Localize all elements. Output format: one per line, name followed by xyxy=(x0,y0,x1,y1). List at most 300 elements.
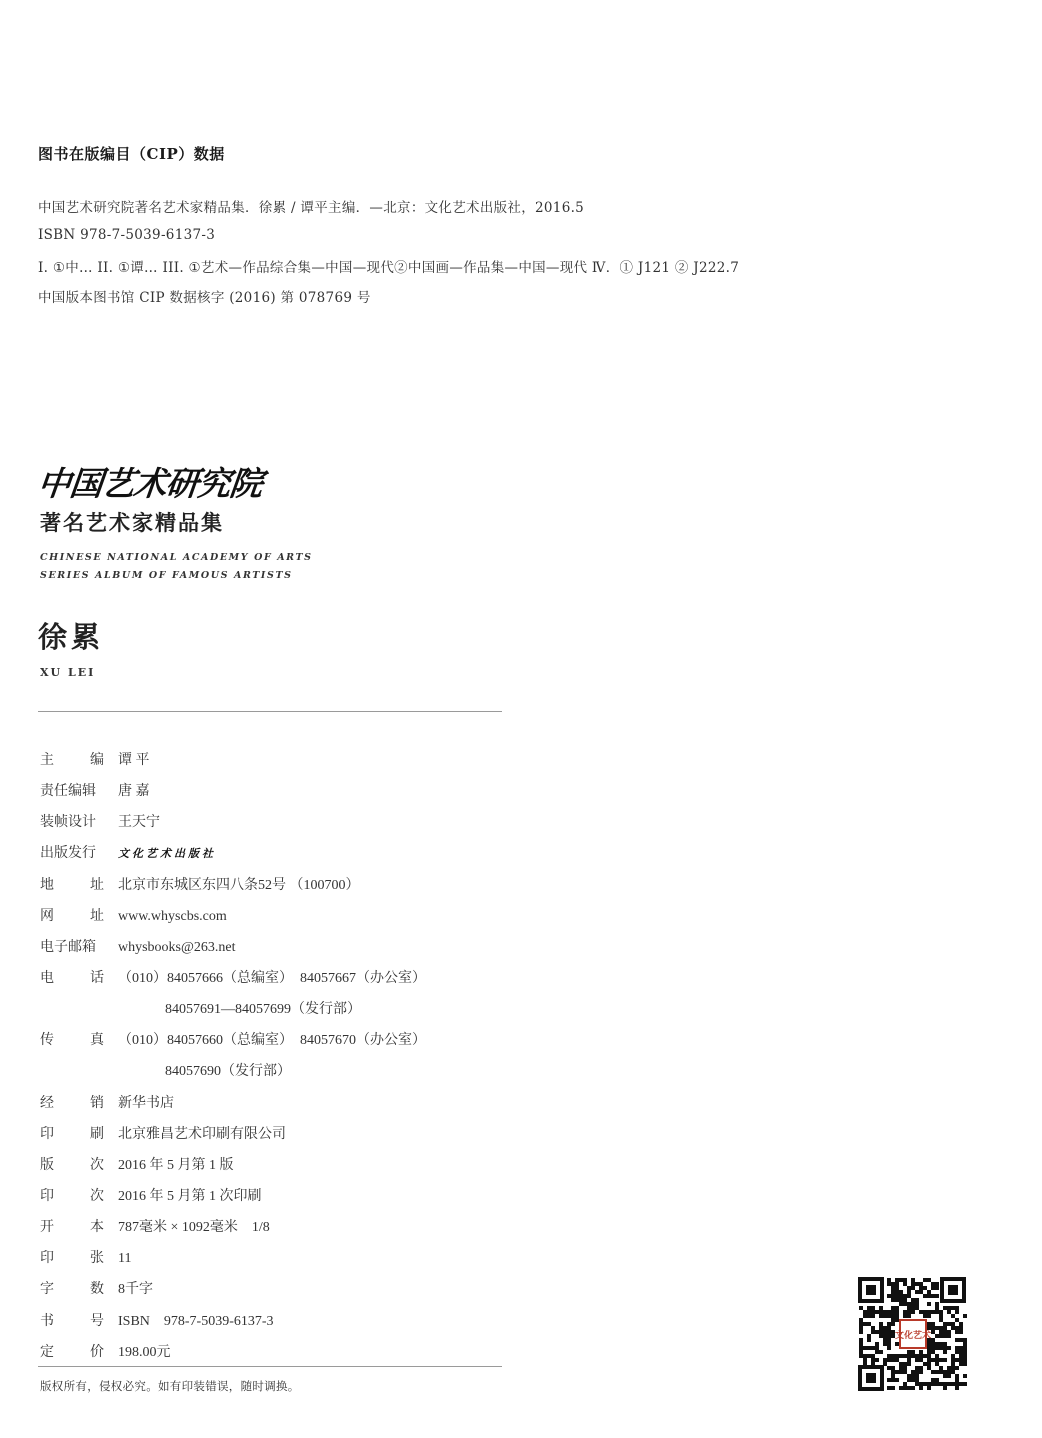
qr-module xyxy=(955,1350,959,1354)
qr-module xyxy=(867,1310,871,1314)
qr-module xyxy=(927,1382,931,1386)
qr-module xyxy=(931,1330,935,1334)
qr-module xyxy=(955,1338,959,1342)
qr-module xyxy=(935,1358,939,1362)
qr-module xyxy=(963,1342,967,1346)
qr-module xyxy=(915,1366,919,1370)
cip-line-record: 中国版本图书馆 CIP 数据核字 (2016) 第 078769 号 xyxy=(38,290,371,306)
qr-module xyxy=(951,1314,955,1318)
series-title-en-1: CHINESE NATIONAL ACADEMY OF ARTS xyxy=(40,552,313,563)
qr-module xyxy=(943,1382,947,1386)
qr-module xyxy=(899,1386,903,1390)
qr-module xyxy=(887,1314,891,1318)
qr-module xyxy=(883,1342,887,1346)
qr-module xyxy=(963,1346,967,1350)
publisher-mark: 文化艺术出版社 xyxy=(118,848,216,860)
qr-module xyxy=(927,1302,931,1306)
qr-module xyxy=(915,1358,919,1362)
qr-module xyxy=(927,1322,931,1326)
qr-module xyxy=(887,1334,891,1338)
qr-module xyxy=(931,1378,935,1382)
qr-module xyxy=(939,1366,943,1370)
qr-module xyxy=(935,1294,939,1298)
qr-module xyxy=(959,1346,963,1350)
qr-module xyxy=(919,1386,923,1390)
qr-module xyxy=(959,1350,963,1354)
qr-module xyxy=(927,1366,931,1370)
qr-module xyxy=(907,1354,911,1358)
qr-module xyxy=(903,1370,907,1374)
qr-module xyxy=(923,1362,927,1366)
qr-module xyxy=(875,1310,879,1314)
qr-module xyxy=(947,1382,951,1386)
qr-module xyxy=(887,1354,891,1358)
qr-module xyxy=(915,1374,919,1378)
qr-module xyxy=(955,1346,959,1350)
qr-module xyxy=(907,1294,911,1298)
qr-module xyxy=(891,1370,895,1374)
qr-module xyxy=(859,1306,863,1310)
qr-module xyxy=(895,1282,899,1286)
qr-module xyxy=(887,1294,891,1298)
qr-module xyxy=(935,1286,939,1290)
qr-module xyxy=(907,1358,911,1362)
qr-module xyxy=(947,1306,951,1310)
qr-module xyxy=(911,1302,915,1306)
row-words: 字 数 8千字 xyxy=(40,1281,153,1297)
qr-module xyxy=(919,1382,923,1386)
qr-module xyxy=(899,1362,903,1366)
qr-module xyxy=(919,1286,923,1290)
qr-module xyxy=(859,1322,863,1326)
qr-module xyxy=(939,1382,943,1386)
qr-module xyxy=(879,1310,883,1314)
qr-module xyxy=(879,1314,883,1318)
row-isbn: 书 号 ISBN 978-7-5039-6137-3 xyxy=(40,1313,274,1329)
qr-module xyxy=(883,1314,887,1318)
qr-module xyxy=(939,1342,943,1346)
divider-top xyxy=(38,711,502,712)
qr-module xyxy=(875,1346,879,1350)
qr-module xyxy=(911,1370,915,1374)
qr-module xyxy=(935,1354,939,1358)
qr-module xyxy=(895,1370,899,1374)
qr-module xyxy=(959,1358,963,1362)
qr-module xyxy=(879,1330,883,1334)
qr-module xyxy=(875,1330,879,1334)
row-design: 装帧设计 王天宁 xyxy=(40,814,160,830)
qr-module xyxy=(955,1310,959,1314)
qr-module xyxy=(891,1282,895,1286)
qr-module xyxy=(959,1326,963,1330)
qr-module xyxy=(887,1342,891,1346)
qr-module xyxy=(923,1354,927,1358)
qr-module xyxy=(947,1330,951,1334)
qr-module xyxy=(919,1350,923,1354)
qr-module xyxy=(927,1342,931,1346)
row-fax: 传 真 （010）84057660（总编室） 84057670（办公室） xyxy=(40,1032,426,1048)
qr-module xyxy=(931,1350,935,1354)
qr-module xyxy=(903,1386,907,1390)
qr-module xyxy=(911,1278,915,1282)
qr-module xyxy=(951,1382,955,1386)
qr-module xyxy=(963,1382,967,1386)
qr-module xyxy=(907,1378,911,1382)
qr-module xyxy=(943,1306,947,1310)
qr-module xyxy=(959,1362,963,1366)
qr-module xyxy=(955,1306,959,1310)
divider-bottom xyxy=(38,1366,502,1367)
qr-module xyxy=(863,1322,867,1326)
qr-module xyxy=(895,1354,899,1358)
qr-module xyxy=(907,1286,911,1290)
qr-module xyxy=(887,1378,891,1382)
qr-module xyxy=(895,1286,899,1290)
qr-module xyxy=(891,1314,895,1318)
qr-module xyxy=(955,1366,959,1370)
row-edition: 版 次 2016 年 5 月第 1 版 xyxy=(40,1157,234,1173)
qr-module xyxy=(863,1314,867,1318)
qr-module xyxy=(883,1310,887,1314)
qr-module xyxy=(919,1282,923,1286)
qr-module xyxy=(923,1314,927,1318)
qr-module xyxy=(879,1334,883,1338)
qr-module xyxy=(959,1354,963,1358)
qr-module xyxy=(907,1350,911,1354)
phone-continued: 84057691—84057699（发行部） xyxy=(165,1002,361,1017)
qr-module xyxy=(939,1326,943,1330)
qr-module xyxy=(915,1302,919,1306)
qr-module xyxy=(939,1318,943,1322)
row-phone: 电 话 （010）84057666（总编室） 84057667（办公室） xyxy=(40,970,426,986)
qr-module xyxy=(935,1346,939,1350)
qr-module xyxy=(931,1358,935,1362)
qr-module xyxy=(935,1334,939,1338)
qr-module xyxy=(899,1290,903,1294)
qr-module xyxy=(915,1378,919,1382)
qr-module xyxy=(891,1286,895,1290)
qr-module xyxy=(927,1346,931,1350)
qr-module xyxy=(951,1326,955,1330)
qr-module xyxy=(943,1342,947,1346)
row-responsible-editor: 责任编辑 唐 嘉 xyxy=(40,783,150,799)
qr-module xyxy=(867,1322,871,1326)
qr-module xyxy=(963,1314,967,1318)
qr-module xyxy=(883,1326,887,1330)
row-printing: 印 次 2016 年 5 月第 1 次印刷 xyxy=(40,1188,262,1204)
qr-module xyxy=(911,1350,915,1354)
qr-module xyxy=(931,1286,935,1290)
qr-module xyxy=(911,1310,915,1314)
qr-module xyxy=(883,1358,887,1362)
qr-module xyxy=(891,1294,895,1298)
qr-module xyxy=(939,1358,943,1362)
qr-module xyxy=(903,1298,907,1302)
qr-module xyxy=(875,1358,879,1362)
qr-module xyxy=(895,1378,899,1382)
qr-module xyxy=(891,1298,895,1302)
qr-module xyxy=(935,1362,939,1366)
qr-module xyxy=(951,1362,955,1366)
qr-module xyxy=(883,1338,887,1342)
qr-module xyxy=(891,1354,895,1358)
qr-module xyxy=(907,1290,911,1294)
qr-module xyxy=(931,1338,935,1342)
cip-heading: 图书在版编目（CIP）数据 xyxy=(38,145,225,163)
row-price: 定 价 198.00元 xyxy=(40,1344,171,1360)
qr-module xyxy=(931,1282,935,1286)
qr-module xyxy=(895,1342,899,1346)
qr-module xyxy=(947,1346,951,1350)
qr-module xyxy=(871,1306,875,1310)
qr-module xyxy=(959,1330,963,1334)
qr-module xyxy=(963,1354,967,1358)
qr-module xyxy=(919,1354,923,1358)
qr-module xyxy=(907,1314,911,1318)
qr-module xyxy=(927,1290,931,1294)
qr-module xyxy=(939,1334,943,1338)
qr-module xyxy=(907,1306,911,1310)
qr-module xyxy=(863,1358,867,1362)
qr-module xyxy=(867,1354,871,1358)
qr-module xyxy=(887,1282,891,1286)
qr-module xyxy=(943,1374,947,1378)
qr-module xyxy=(911,1386,915,1390)
cip-line-classification: I. ①中… II. ①谭… III. ①艺术—作品综合集—中国—现代②中国画—作品集—中国—现代 Ⅳ．① J121 ② J222.7 xyxy=(38,260,740,276)
qr-module xyxy=(903,1302,907,1306)
qr-module xyxy=(911,1298,915,1302)
qr-module xyxy=(963,1338,967,1342)
qr-module xyxy=(943,1350,947,1354)
qr-module xyxy=(887,1278,891,1282)
qr-module xyxy=(919,1366,923,1370)
qr-module xyxy=(911,1374,915,1378)
qr-module xyxy=(887,1386,891,1390)
qr-module xyxy=(879,1322,883,1326)
qr-module xyxy=(935,1310,939,1314)
qr-module xyxy=(935,1370,939,1374)
qr-module xyxy=(955,1374,959,1378)
qr-module xyxy=(927,1294,931,1298)
qr-module xyxy=(871,1326,875,1330)
qr-module xyxy=(915,1298,919,1302)
qr-module xyxy=(947,1310,951,1314)
qr-module xyxy=(891,1306,895,1310)
qr-module xyxy=(943,1330,947,1334)
qr-module xyxy=(899,1354,903,1358)
qr-module xyxy=(903,1314,907,1318)
qr-module xyxy=(871,1310,875,1314)
qr-module xyxy=(947,1322,951,1326)
qr-module xyxy=(891,1378,895,1382)
qr-module xyxy=(899,1302,903,1306)
qr-module xyxy=(947,1366,951,1370)
qr-module xyxy=(895,1278,899,1282)
cip-line-isbn: ISBN 978-7-5039-6137-3 xyxy=(38,227,216,243)
qr-module xyxy=(899,1366,903,1370)
qr-module xyxy=(887,1322,891,1326)
qr-module xyxy=(931,1342,935,1346)
qr-module xyxy=(935,1326,939,1330)
qr-module xyxy=(903,1282,907,1286)
qr-module xyxy=(867,1306,871,1310)
artist-name-cn: 徐累 xyxy=(38,620,105,654)
qr-module xyxy=(915,1306,919,1310)
qr-module xyxy=(943,1386,947,1390)
qr-module xyxy=(927,1362,931,1366)
qr-module xyxy=(943,1358,947,1362)
qr-module xyxy=(887,1326,891,1330)
qr-module xyxy=(955,1358,959,1362)
qr-module xyxy=(907,1302,911,1306)
qr-module xyxy=(947,1370,951,1374)
academy-logo: 中国艺术研究院 xyxy=(35,464,264,503)
qr-module xyxy=(955,1330,959,1334)
qr-module xyxy=(939,1310,943,1314)
qr-module xyxy=(943,1334,947,1338)
qr-module xyxy=(943,1326,947,1330)
qr-module xyxy=(863,1346,867,1350)
qr-module xyxy=(887,1330,891,1334)
qr-module xyxy=(963,1362,967,1366)
qr-module xyxy=(859,1318,863,1322)
qr-module xyxy=(931,1310,935,1314)
qr-module xyxy=(939,1346,943,1350)
qr-module xyxy=(935,1378,939,1382)
qr-module xyxy=(859,1346,863,1350)
qr-module xyxy=(883,1330,887,1334)
qr-module xyxy=(935,1302,939,1306)
qr-module xyxy=(963,1350,967,1354)
qr-module xyxy=(903,1354,907,1358)
qr-module xyxy=(959,1322,963,1326)
qr-module xyxy=(927,1310,931,1314)
qr-module xyxy=(871,1346,875,1350)
qr-module xyxy=(951,1358,955,1362)
row-format: 开 本 787毫米 × 1092毫米 1/8 xyxy=(40,1219,270,1235)
qr-stamp-text: 文化艺术 xyxy=(894,1331,932,1341)
row-publisher: 出版发行 文化艺术出版社 xyxy=(40,845,216,861)
qr-module xyxy=(887,1310,891,1314)
qr-module xyxy=(931,1326,935,1330)
qr-module xyxy=(895,1306,899,1310)
qr-module xyxy=(903,1362,907,1366)
qr-module xyxy=(911,1354,915,1358)
qr-module xyxy=(871,1330,875,1334)
qr-module xyxy=(927,1314,931,1318)
qr-module xyxy=(951,1366,955,1370)
qr-module xyxy=(911,1282,915,1286)
qr-module xyxy=(871,1358,875,1362)
qr-module xyxy=(935,1382,939,1386)
qr-module xyxy=(895,1318,899,1322)
qr-module xyxy=(867,1346,871,1350)
cip-line-catalog: 中国艺术研究院著名艺术家精品集．徐累 / 谭平主编．—北京：文化艺术出版社，2016.5 xyxy=(38,200,585,216)
qr-module xyxy=(951,1306,955,1310)
qr-module xyxy=(939,1314,943,1318)
qr-code-icon xyxy=(857,1276,967,1392)
artist-name-en: XU LEI xyxy=(40,666,96,679)
qr-module xyxy=(867,1314,871,1318)
qr-module xyxy=(859,1338,863,1342)
qr-module xyxy=(923,1310,927,1314)
copyright-notice: 版权所有，侵权必究。如有印装错误，随时调换。 xyxy=(40,1379,300,1393)
qr-module xyxy=(963,1358,967,1362)
row-address: 地 址 北京市东城区东四八条52号 （100700） xyxy=(40,877,360,893)
qr-module xyxy=(935,1282,939,1286)
qr-module xyxy=(883,1334,887,1338)
qr-module xyxy=(891,1322,895,1326)
qr-module xyxy=(879,1350,883,1354)
qr-module xyxy=(927,1358,931,1362)
qr-module xyxy=(923,1382,927,1386)
row-email: 电子邮箱 whysbooks@263.net xyxy=(40,939,236,955)
qr-module xyxy=(955,1382,959,1386)
qr-module xyxy=(863,1354,867,1358)
qr-module xyxy=(891,1318,895,1322)
qr-module xyxy=(879,1326,883,1330)
qr-module xyxy=(895,1358,899,1362)
qr-module xyxy=(923,1278,927,1282)
qr-module xyxy=(859,1350,863,1354)
qr-module xyxy=(907,1310,911,1314)
qr-module xyxy=(879,1306,883,1310)
qr-module xyxy=(963,1374,967,1378)
qr-module xyxy=(863,1310,867,1314)
qr-module xyxy=(915,1370,919,1374)
qr-module xyxy=(907,1386,911,1390)
qr-module xyxy=(915,1282,919,1286)
qr-module xyxy=(903,1382,907,1386)
qr-module xyxy=(871,1314,875,1318)
qr-module xyxy=(891,1374,895,1378)
qr-module xyxy=(899,1294,903,1298)
qr-module xyxy=(947,1374,951,1378)
qr-module xyxy=(955,1378,959,1382)
row-distributor: 经 销 新华书店 xyxy=(40,1095,174,1111)
qr-module xyxy=(943,1346,947,1350)
qr-module xyxy=(919,1290,923,1294)
qr-module xyxy=(859,1342,863,1346)
qr-module xyxy=(927,1278,931,1282)
qr-module xyxy=(887,1346,891,1350)
qr-module xyxy=(935,1342,939,1346)
qr-module xyxy=(939,1370,943,1374)
fax-continued: 84057690（发行部） xyxy=(165,1064,291,1079)
qr-module xyxy=(891,1290,895,1294)
qr-module xyxy=(903,1278,907,1282)
qr-module xyxy=(939,1330,943,1334)
qr-module xyxy=(959,1382,963,1386)
qr-module xyxy=(931,1346,935,1350)
qr-module xyxy=(931,1294,935,1298)
qr-module xyxy=(903,1366,907,1370)
qr-module xyxy=(875,1342,879,1346)
qr-module xyxy=(923,1286,927,1290)
qr-module xyxy=(915,1382,919,1386)
qr-module xyxy=(895,1290,899,1294)
qr-module xyxy=(959,1338,963,1342)
qr-module xyxy=(859,1326,863,1330)
qr-module xyxy=(899,1298,903,1302)
qr-module xyxy=(927,1354,931,1358)
qr-module xyxy=(927,1386,931,1390)
qr-module xyxy=(955,1318,959,1322)
row-editor: 主 编 谭 平 xyxy=(40,752,150,768)
qr-module xyxy=(907,1374,911,1378)
qr-module xyxy=(903,1310,907,1314)
series-title-en-2: SERIES ALBUM OF FAMOUS ARTISTS xyxy=(40,570,293,581)
